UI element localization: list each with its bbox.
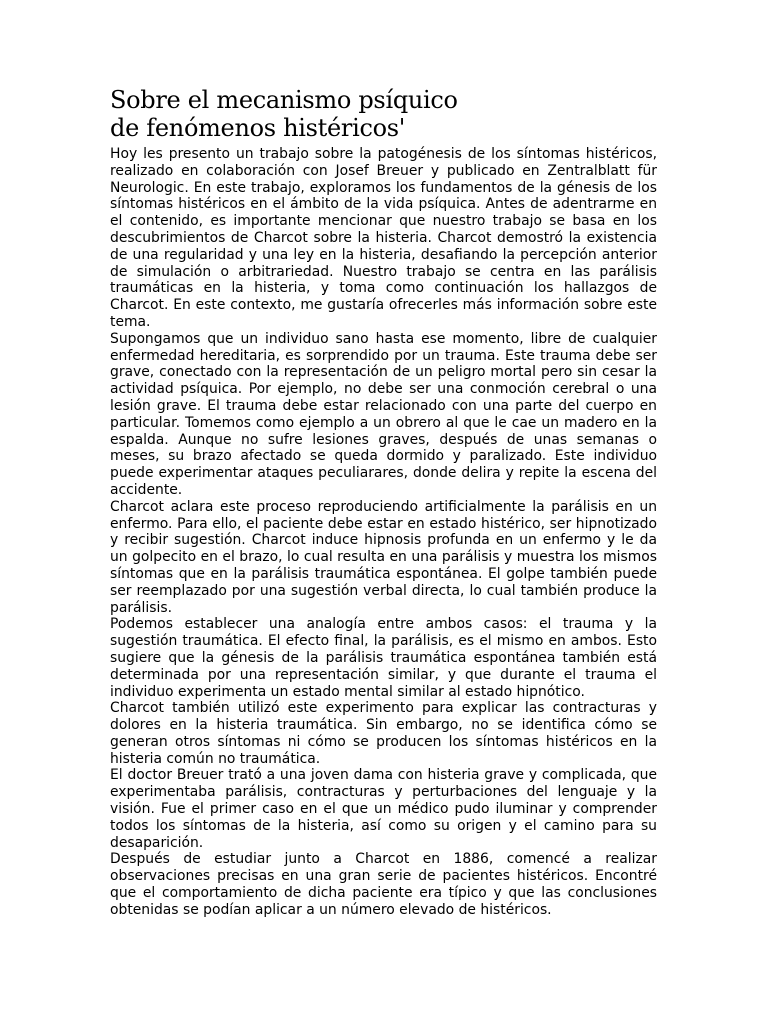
paragraph-7: Después de estudiar junto a Charcot en 1886, comencé a realizar observaciones precisas en una gran serie de pacientes histéricos. Encontré que el comportamiento de dicha paciente era típico y que las conclusiones obtenidas se podían aplicar a un número elevado de histéricos. — [110, 851, 657, 918]
paragraph-4: Podemos establecer una analogía entre ambos casos: el trauma y la sugestión traumática. El efecto final, la parálisis, es el mismo en ambos. Esto sugiere que la génesis de la parálisis traumática espontánea también está determinada por una representación similar, y que durante el trauma el individuo experimenta un estado mental similar al estado hipnótico. — [110, 616, 657, 700]
paragraph-3: Charcot aclara este proceso reproduciendo artificialmente la parálisis en un enfermo. Para ello, el paciente debe estar en estado histérico, ser hipnotizado y recibir sugestión. Charcot induce hipnosis profunda en un enfermo y le da un golpecito en el brazo, lo cual resulta en una parálisis y muestra los mismos síntomas que en la parálisis traumática espontánea. El golpe también puede ser reemplazado por una sugestión verbal directa, lo cual también produce la parálisis. — [110, 498, 657, 616]
document-body — [110, 146, 657, 919]
title-line-1: Sobre el mecanismo psíquico — [110, 86, 458, 114]
paragraph-1: Hoy les presento un trabajo sobre la patogénesis de los síntomas histéricos, realizado en colaboración con Josef Breuer y publicado en Zentralblatt für Neurologic. En este trabajo, exploramos los fundamentos de la génesis de los síntomas histéricos en el ámbito de la vida psíquica. Antes de adentrarme en el contenido, es importante mencionar que nuestro trabajo se basa en los descubrimientos de Charcot sobre la histeria. Charcot demostró la existencia de una regularidad y una ley en la histeria, desafiando la percepción anterior de simulación o arbitrariedad. Nuestro trabajo se centra en las parálisis traumáticas en la histeria, y toma como continuación los hallazgos de Charcot. En este contexto, me gustaría ofrecerles más información sobre este tema. — [110, 146, 657, 330]
paragraph-2: Supongamos que un individuo sano hasta ese momento, libre de cualquier enfermedad hereditaria, es sorprendido por un trauma. Este trauma debe ser grave, conectado con la representación de un peligro mortal pero sin cesar la actividad psíquica. Por ejemplo, no debe ser una conmoción cerebral o una lesión grave. El trauma debe estar relacionado con una parte del cuerpo en particular. Tomemos como ejemplo a un obrero al que le cae un madero en la espalda. Aunque no sufre lesiones graves, después de unas semanas o meses, su brazo afectado se queda dormido y paralizado. Este individuo puede experimentar ataques peculiarares, donde delira y repite la escena del accidente. — [110, 330, 657, 498]
paragraph-5: Charcot también utilizó este experimento para explicar las contracturas y dolores en la histeria traumática. Sin embargo, no se identifica cómo se generan otros síntomas ni cómo se producen los síntomas histéricos en la histeria común no traumática. — [110, 700, 657, 767]
title-line-2: de fenómenos histéricos' — [110, 114, 406, 142]
paragraph-6: El doctor Breuer trató a una joven dama con histeria grave y complicada, que experimentaba parálisis, contracturas y perturbaciones del lenguaje y la visión. Fue el primer caso en el que un médico pudo iluminar y comprender todos los síntomas de la histeria, así como su origen y el camino para su desaparición. — [110, 767, 657, 851]
document-content — [110, 86, 657, 919]
document-title — [110, 86, 657, 142]
